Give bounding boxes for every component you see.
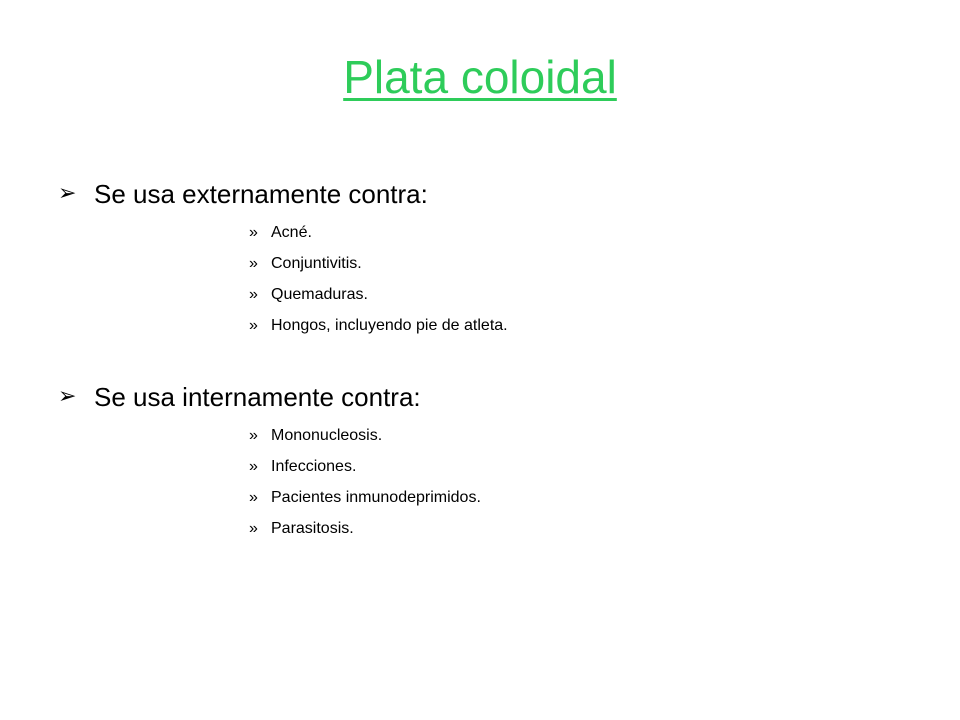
sub-bullet: » (249, 286, 258, 303)
sub-bullet: » (249, 255, 258, 272)
sub-bullet: » (249, 458, 258, 475)
arrow-bullet-icon: ➢ (58, 384, 77, 409)
list-item (249, 482, 938, 513)
section-heading (58, 172, 938, 216)
list-item-text: Pacientes inmunodeprimidos. (271, 489, 481, 506)
list-item-text: Parasitosis. (271, 520, 354, 537)
section-external (58, 172, 938, 341)
list-item (249, 310, 938, 341)
list-item-text: Quemaduras. (271, 286, 368, 303)
list-item (249, 248, 938, 279)
sub-bullet: » (249, 317, 258, 334)
list-item-text: Conjuntivitis. (271, 255, 362, 272)
list-item (249, 513, 938, 544)
list-item (249, 279, 938, 310)
sub-bullet: » (249, 427, 258, 444)
list-item-text: Hongos, incluyendo pie de atleta. (271, 317, 508, 334)
list-item (249, 420, 938, 451)
title-link[interactable]: Plata coloidal (343, 51, 617, 103)
list-item-text: Mononucleosis. (271, 427, 383, 444)
list-item (249, 217, 938, 248)
sub-bullet: » (249, 224, 258, 241)
sub-list (249, 420, 938, 544)
section-internal (58, 375, 938, 544)
list-item (249, 451, 938, 482)
section-heading-text: Se usa internamente contra: (94, 382, 421, 412)
section-heading-text: Se usa externamente contra: (94, 179, 428, 209)
section-heading (58, 375, 938, 419)
sub-bullet: » (249, 489, 258, 506)
arrow-bullet-icon: ➢ (58, 181, 77, 206)
slide-title (0, 50, 960, 105)
list-item-text: Acné. (271, 224, 312, 241)
sub-list (249, 217, 938, 341)
list-item-text: Infecciones. (271, 458, 357, 475)
sub-bullet: » (249, 520, 258, 537)
